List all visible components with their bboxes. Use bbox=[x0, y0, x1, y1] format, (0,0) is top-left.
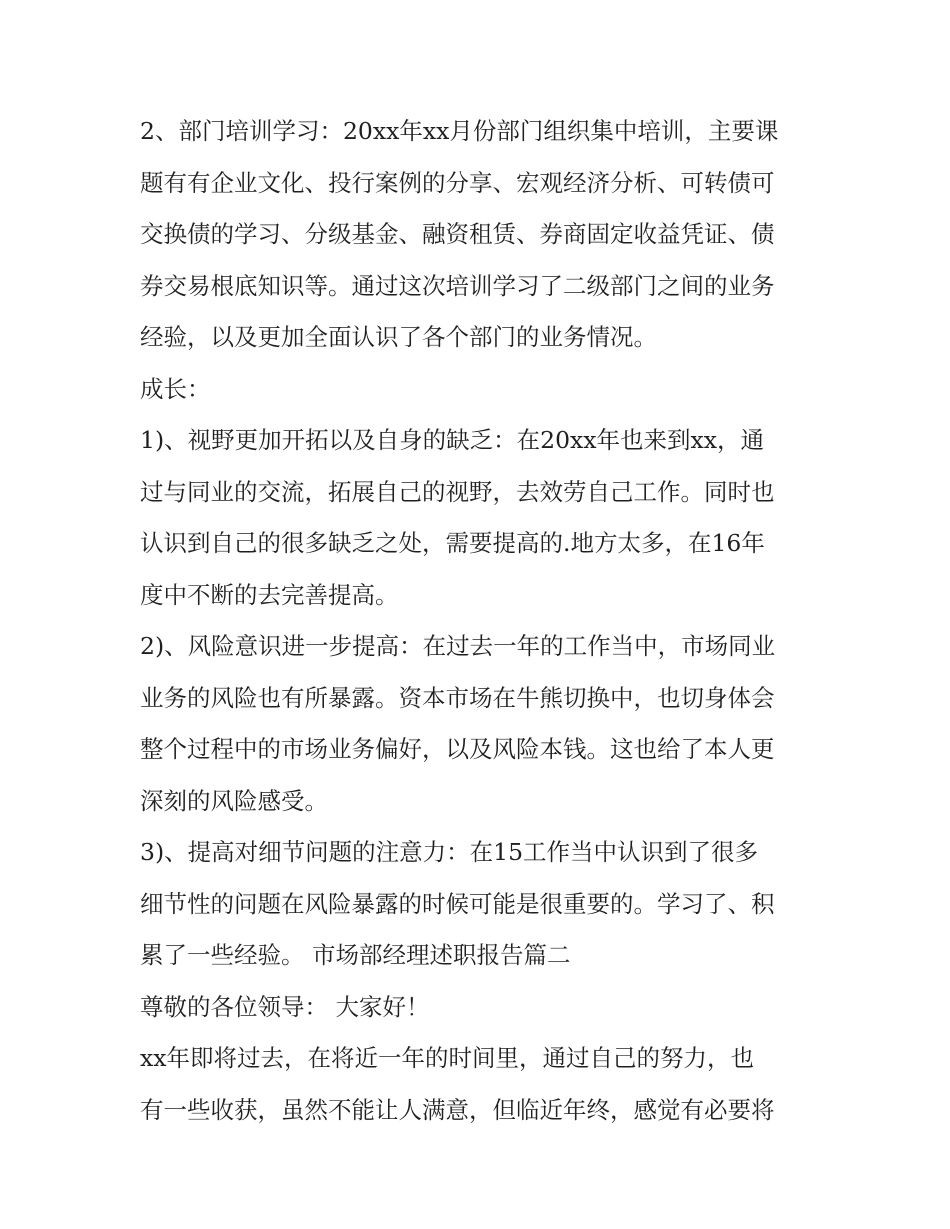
text-line: xx年即将过去，在将近一年的时间里，通过自己的努力，也 bbox=[140, 1044, 755, 1072]
text-line: 过与同业的交流，拓展自己的视野，去效劳自己工作。同时也 bbox=[140, 477, 775, 506]
document-body bbox=[140, 108, 820, 1138]
text-line: 2、部门培训学习：20xx年xx月份部门组织集中培训，主要课 bbox=[140, 117, 779, 145]
text-line: 细节性的问题在风险暴露的时候可能是很重要的。学习了、积 bbox=[140, 889, 775, 918]
text-line: 交换债的学习、分级基金、融资租赁、券商固定收益凭证、债 bbox=[140, 220, 775, 248]
text-line: 业务的风险也有所暴露。资本市场在牛熊切换中，也切身体会 bbox=[140, 683, 775, 712]
text-line: 累了一些经验。 市场部经理述职报告篇二 bbox=[140, 941, 571, 969]
text-line: 有一些收获，虽然不能让人满意，但临近年终，感觉有必要将 bbox=[140, 1095, 775, 1124]
text-line: 整个过程中的市场业务偏好，以及风险本钱。这也给了本人更 bbox=[140, 735, 775, 763]
salutation-line: 尊敬的各位领导： 大家好！ bbox=[140, 992, 430, 1021]
text-line: 券交易根底知识等。通过这次培训学习了二级部门之间的业务 bbox=[140, 271, 775, 300]
section-heading: 成长： bbox=[140, 374, 211, 403]
text-line: 认识到自己的很多缺乏之处，需要提高的.地方太多，在16年 bbox=[140, 529, 765, 557]
text-line: 3)、提高对细节问题的注意力：在15工作当中认识到了很多 bbox=[140, 838, 759, 866]
text-line: 度中不断的去完善提高。 bbox=[140, 580, 399, 609]
text-line: 经验，以及更加全面认识了各个部门的业务情况。 bbox=[140, 323, 657, 351]
text-line: 深刻的风险感受。 bbox=[140, 786, 328, 815]
text-line: 题有有企业文化、投行案例的分享、宏观经济分析、可转债可 bbox=[140, 168, 775, 197]
text-line: 2)、风险意识进一步提高：在过去一年的工作当中，市场同业 bbox=[140, 632, 776, 660]
text-line: 1)、视野更加开拓以及自身的缺乏：在20xx年也来到xx，通 bbox=[140, 426, 765, 454]
